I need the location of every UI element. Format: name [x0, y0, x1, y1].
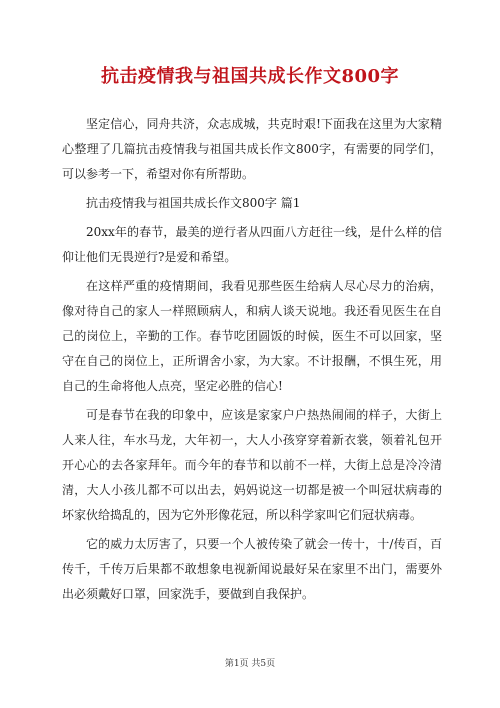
paragraph: 可是春节在我的印象中，应该是家家户户热热闹闹的样子，大街上人来人往，车水马龙，大年初一，大人小孩穿穿着新衣裳，领着礼包开开心心的去各家拜年。而今年的春节和以前不一样，大街上总是冷冷清清，大人小孩儿都不可以出去，妈妈说这一切都是被一个叫冠状病毒的坏家伙给捣乱的，因为它外形像花冠，所以科学家叫它们冠状病毒。: [62, 408, 442, 522]
document-title: 抗击疫情我与祖国共成长作文800字: [100, 66, 400, 87]
page-number: 第1页 共5页: [224, 659, 276, 669]
paragraph: 在这样严重的疫情期间，我看见那些医生给病人尽心尽力的治病，像对待自己的家人一样照顾病人，和病人谈天说地。我还看见医生在自己的岗位上，辛勤的工作。春节吃团圆饭的时候，医生不可以回家，坚守在自己的岗位上，正所谓舍小家，为大家。不计报酬，不惧生死，用自己的生命将他人点亮，坚定必胜的信心!: [62, 279, 442, 393]
section-heading: 抗击疫情我与祖国共成长作文800字 篇1: [86, 196, 301, 210]
document-body: [62, 112, 442, 611]
paragraph: 它的威力太厉害了，只要一个人被传染了就会一传十，十/传百，百传千，千传万后果都不敢想象电视新闻说最好呆在家里不出门，需要外出必须戴好口罩，回家洗手，要做到自我保护。: [62, 537, 442, 601]
paragraph: 20xx年的春节，最美的逆行者从四面八方赶往一线，是什么样的信仰让他们无畏逆行?是爱和希望。: [62, 225, 442, 264]
paragraph-intro: 坚定信心，同舟共济，众志成城，共克时艰!下面我在这里为大家精心整理了几篇抗击疫情我与祖国共成长作文800字，有需要的同学们，可以参考一下，希望对你有所帮助。: [62, 117, 442, 181]
